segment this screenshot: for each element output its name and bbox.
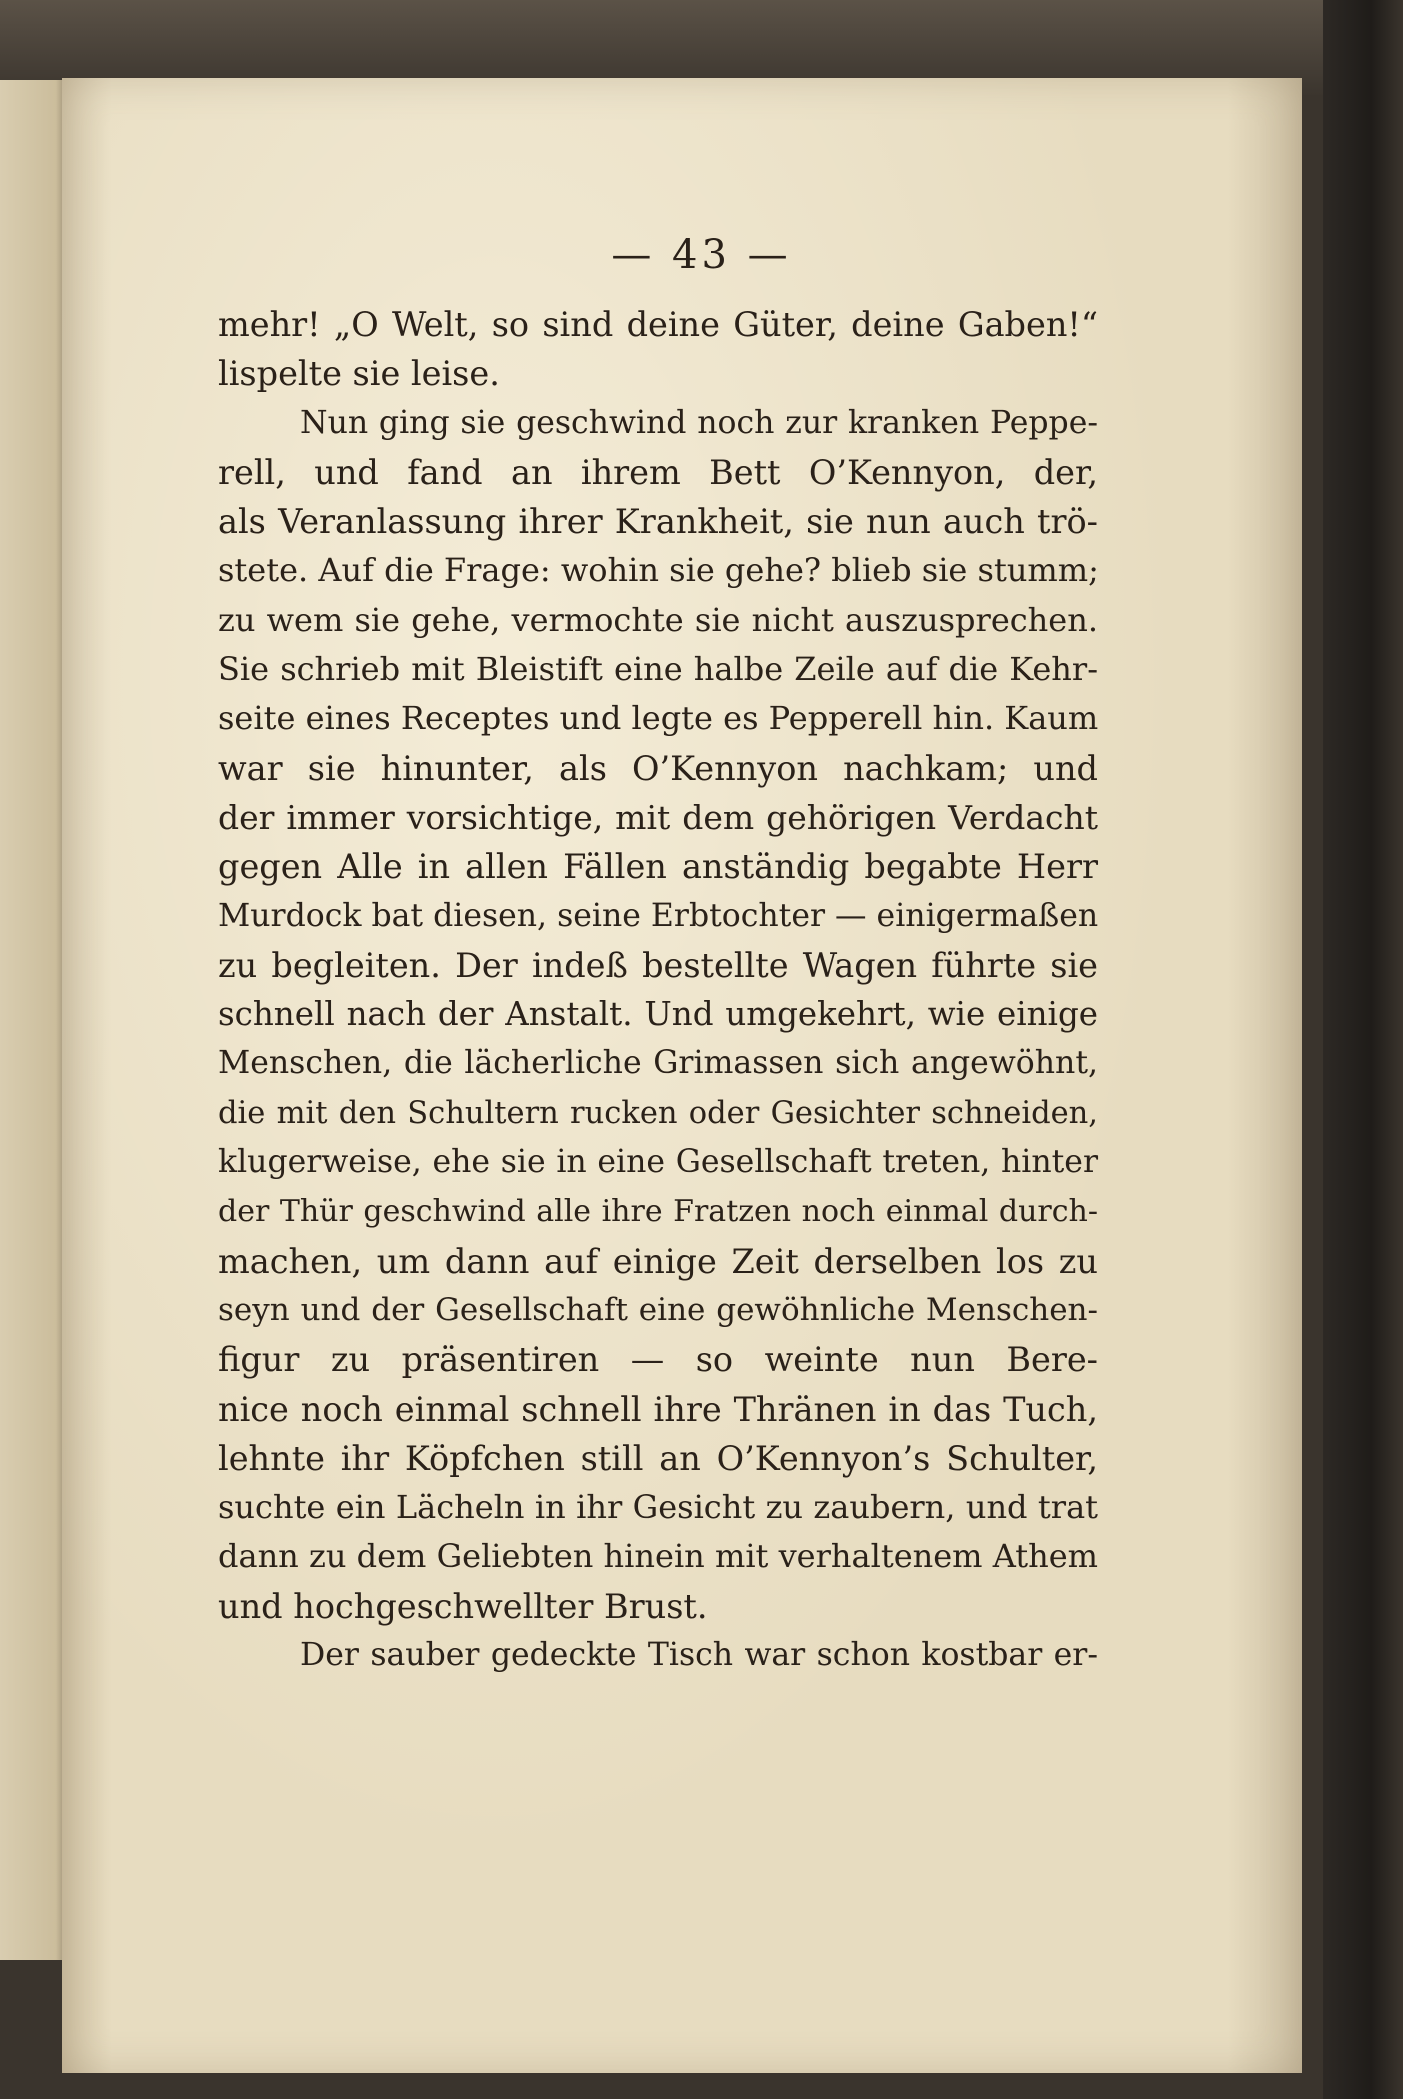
text-line: der Thür geschwind alle ihre Fratzen noch einmal durch- [218,1194,1098,1230]
text-line: und hochgeschwellter Brust. [218,1586,708,1626]
text-line: als Veranlassung ihrer Krankheit, sie nun auch trö- [218,502,1098,542]
body-text [218,300,1098,1680]
text-line: schnell nach der Anstalt. Und umgekehrt, wie einige [218,995,1098,1034]
facing-page-edge [0,80,70,1960]
book-cover-right [1323,0,1403,2099]
text-line: die mit den Schultern rucken oder Gesichter schneiden, [218,1095,1098,1131]
text-line: mehr! „O Welt, so sind deine Güter, deine Gaben!“ [218,305,1098,344]
text-line: lispelte sie leise. [218,354,500,394]
text-line: Murdock bat diesen, seine Erbtochter — einigermaßen [218,897,1099,934]
text-line: machen, um dann auf einige Zeit derselben los zu [218,1241,1098,1281]
text-line: Menschen, die lächerliche Grimassen sich angewöhnt, [218,1045,1098,1082]
text-line: Der sauber gedeckte Tisch war schon kostbar er- [300,1637,1098,1674]
text-line: klugerweise, ehe sie in eine Gesellschaft treten, hinter [218,1144,1098,1181]
text-line: dann zu dem Geliebten hinein mit verhaltenem Athem [218,1537,1098,1576]
text-line: lehnte ihr Köpfchen still an O’Kennyon’s Schulter, [218,1438,1098,1478]
text-line: gegen Alle in allen Fällen anständig begabte Herr [218,847,1098,887]
text-line: nice noch einmal schnell ihre Thränen in das Tuch, [218,1389,1098,1429]
text-line: seyn und der Gesellschaft eine gewöhnliche Menschen- [218,1291,1098,1328]
text-line: zu wem sie gehe, vermochte sie nicht auszusprechen. [218,600,1098,639]
text-line: war sie hinunter, als O’Kennyon nachkam; und [218,748,1098,788]
text-line: zu begleiten. Der indeß bestellte Wagen führte sie [218,945,1098,985]
text-line: figur zu präsentiren — so weinte nun Bere- [218,1340,1098,1380]
text-line: Sie schrieb mit Bleistift eine halbe Zeile auf die Kehr- [218,650,1098,689]
text-line: seite eines Receptes und legte es Pepperell hin. Kaum [218,699,1099,738]
text-line: der immer vorsichtige, mit dem gehörigen Verdacht [218,797,1098,837]
text-line: rell, und fand an ihrem Bett O’Kennyon, der, [218,452,1098,492]
text-line: suchte ein Lächeln in ihr Gesicht zu zaubern, und trat [218,1488,1098,1527]
page-number: — 43 — [611,232,792,278]
text-line: stete. Auf die Frage: wohin sie gehe? blieb sie stumm; [218,551,1099,590]
text-line: Nun ging sie geschwind noch zur kranken Peppe- [300,404,1098,441]
